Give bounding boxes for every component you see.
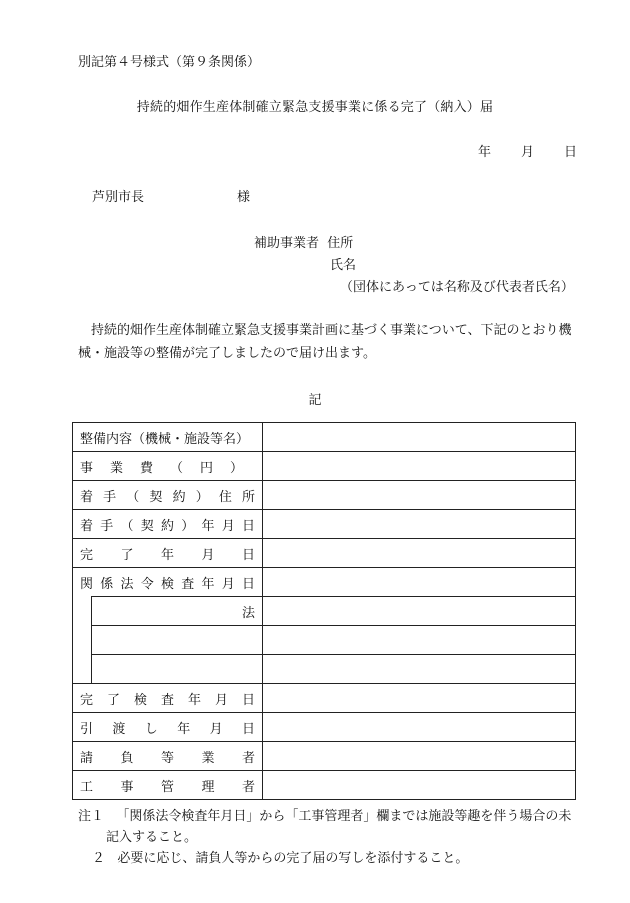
- addressee-honorific: 様: [237, 190, 251, 205]
- note-1-text: 「関係法令検査年月日」から「工事管理者」欄までは施設等趣を伴う場合の未: [116, 809, 572, 824]
- label-contract-address: 着手（契約）住所: [73, 481, 263, 510]
- completion-form-table: [72, 422, 576, 800]
- org-note: （団体にあっては名称及び代表者氏名）: [340, 280, 574, 295]
- date-day: 日: [564, 145, 578, 160]
- table-row: [73, 568, 576, 597]
- field-law-blank[interactable]: [263, 655, 576, 684]
- name-label: 氏名: [330, 258, 357, 273]
- field-law[interactable]: [263, 597, 576, 626]
- field-contract-address[interactable]: [263, 481, 576, 510]
- field-contract-date[interactable]: [263, 510, 576, 539]
- table-row: [73, 742, 576, 771]
- field-law-blank[interactable]: [263, 626, 576, 655]
- indent-stub: [73, 626, 92, 655]
- field-completion-date[interactable]: [263, 539, 576, 568]
- notes: [78, 806, 571, 869]
- label-law-blank[interactable]: [92, 626, 263, 655]
- label-final-inspection: 完了検査年月日: [73, 684, 263, 713]
- note-1: [78, 806, 571, 827]
- indent-stub: [73, 655, 92, 684]
- label-contractor: 請負等業者: [73, 742, 263, 771]
- note-2-text: 必要に応じ、請負人等からの完了届の写しを添付すること。: [117, 851, 469, 866]
- note-1-continued: 記入すること。: [106, 830, 198, 845]
- label-cost: 事業費（円）: [73, 452, 263, 481]
- note-2: [78, 848, 571, 869]
- table-row: [73, 684, 576, 713]
- field-cost[interactable]: [263, 452, 576, 481]
- label-construction-manager: 工事管理者: [73, 771, 263, 800]
- addressee-name: 芦別市長: [92, 190, 145, 205]
- note-2-number: ２: [92, 851, 106, 866]
- form-number: 別記第４号様式（第９条関係）: [78, 55, 261, 70]
- address-label: 住所: [327, 236, 354, 251]
- table-row: [73, 539, 576, 568]
- label-law: 法: [92, 597, 263, 626]
- date-line: [478, 141, 577, 160]
- label-contract-date: 着手（契約）年月日: [73, 510, 263, 539]
- note-1-number: 注１: [78, 809, 105, 824]
- label-completion-date: 完了年月日: [73, 539, 263, 568]
- applicant-label: 補助事業者: [254, 236, 320, 251]
- date-month: 月: [521, 145, 535, 160]
- date-year: 年: [478, 145, 492, 160]
- label-law-blank[interactable]: [92, 655, 263, 684]
- label-handover-date: 引渡し年月日: [73, 713, 263, 742]
- table-row: [73, 452, 576, 481]
- table-row: [73, 655, 576, 684]
- table-row: [73, 597, 576, 626]
- applicant-address-line: [254, 232, 353, 251]
- label-inspection-date: 関係法令検査年月日: [73, 568, 263, 597]
- ki-heading: 記: [308, 393, 322, 408]
- table-row: [73, 713, 576, 742]
- field-contractor[interactable]: [263, 742, 576, 771]
- field-inspection-date[interactable]: [263, 568, 576, 597]
- table-row: [73, 771, 576, 800]
- document-title: 持続的畑作生産体制確立緊急支援事業に係る完了（納入）届: [136, 100, 494, 115]
- table-row: [73, 481, 576, 510]
- label-equipment: 整備内容（機械・施設等名）: [73, 423, 263, 452]
- body-text: 持続的畑作生産体制確立緊急支援事業計画に基づく事業について、下記のとおり機械・施設等の整備が完了しましたので届け出ます。: [78, 323, 572, 361]
- field-handover-date[interactable]: [263, 713, 576, 742]
- table-row: [73, 626, 576, 655]
- table-row: [73, 423, 576, 452]
- addressee: [92, 186, 251, 205]
- field-construction-manager[interactable]: [263, 771, 576, 800]
- field-final-inspection[interactable]: [263, 684, 576, 713]
- indent-stub: [73, 597, 92, 626]
- table-row: [73, 510, 576, 539]
- field-equipment[interactable]: [263, 423, 576, 452]
